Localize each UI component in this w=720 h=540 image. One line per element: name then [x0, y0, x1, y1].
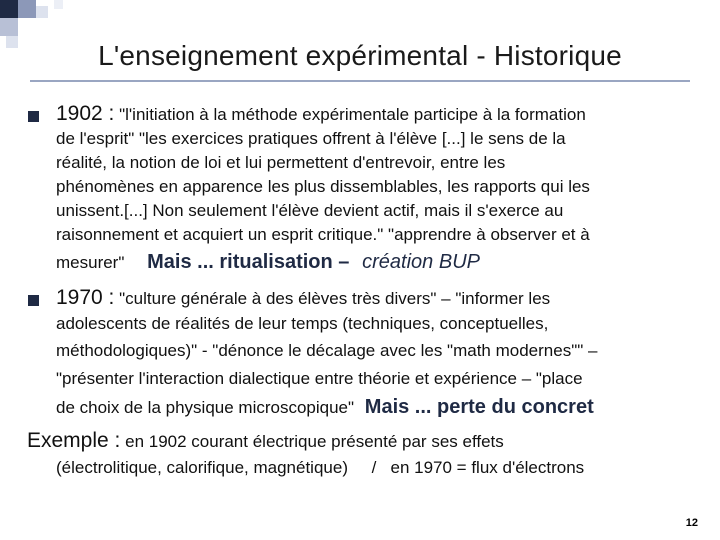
bullet-2-text-line: "présenter l'interaction dialectique entre théorie et expérience – "place — [56, 369, 583, 388]
decor-square — [0, 18, 18, 36]
bullet-2-text-line: "culture générale à des élèves très divers" – "informer les — [119, 289, 551, 308]
bullet-2-emphasis: Mais ... perte du concret — [364, 396, 594, 418]
bullet-2-last-line — [56, 396, 594, 419]
bullet-1-text-line: phénomènes en apparence les plus dissemblables, les rapports qui les — [56, 177, 590, 196]
bullet-1-text-line: "l'initiation à la méthode expérimentale participe à la formation — [119, 105, 586, 124]
bullet-1-year: 1902 : — [56, 102, 115, 125]
decor-square — [36, 6, 48, 18]
example-label: Exemple : — [27, 429, 121, 452]
example-first-line — [27, 430, 504, 453]
bullet-2-first-line — [56, 287, 550, 310]
bullet-1-text-line: unissent.[...] Non seulement l'élève devient actif, mais il s'exerce au — [56, 201, 564, 220]
bullet-1-text-line: de l'esprit" "les exercices pratiques offrent à l'élève [...] le sens de la — [56, 129, 566, 148]
example-text-line: en 1902 courant électrique présenté par ses effets — [125, 432, 504, 451]
decor-square — [0, 0, 18, 18]
decor-square — [18, 0, 36, 18]
bullet-1-emphasis-italic: création BUP — [362, 251, 480, 273]
bullet-1-last-line — [56, 251, 480, 274]
page-number: 12 — [685, 517, 698, 529]
decor-square — [54, 0, 63, 9]
bullet-1-emphasis: Mais ... ritualisation – — [147, 251, 350, 273]
example-text-line: (électrolitique, calorifique, magnétique) / en 1970 = flux d'électrons — [56, 458, 585, 477]
bullet-2-year: 1970 : — [56, 286, 115, 309]
bullet-1-text-line: mesurer" — [56, 253, 125, 272]
bullet-1-first-line — [56, 103, 586, 126]
decor-square — [18, 18, 36, 36]
bullet-square-icon — [28, 111, 39, 122]
slide-title: L'enseignement expérimental - Historique — [98, 40, 622, 71]
bullet-2-text-line: de choix de la physique microscopique" — [56, 398, 355, 417]
bullet-square-icon — [28, 295, 39, 306]
bullet-1-text-line: réalité, la notion de loi et lui permettent d'entrevoir, entre les — [56, 153, 506, 172]
bullet-2-text-line: méthodologiques)" - "dénonce le décalage avec les "math modernes"" – — [56, 341, 598, 360]
bullet-1-text-line: raisonnement et acquiert un esprit critique." "apprendre à observer et à — [56, 225, 590, 244]
title-divider — [30, 80, 690, 82]
bullet-2-text-line: adolescents de réalités de leur temps (techniques, conceptuelles, — [56, 314, 549, 333]
